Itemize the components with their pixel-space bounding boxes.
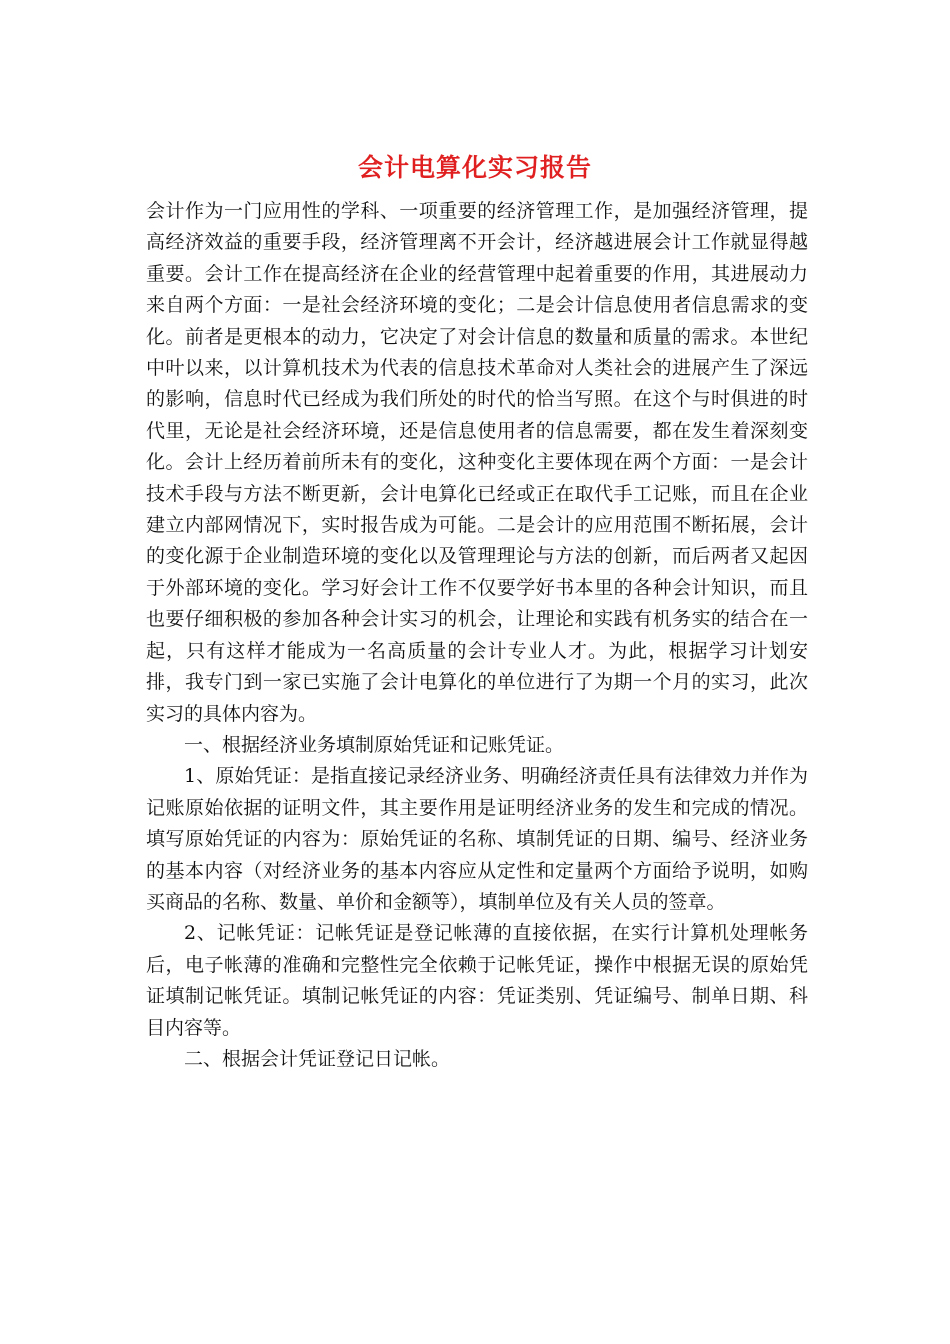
document-body [146,196,808,1075]
paragraph-accounting-voucher: 2、记帐凭证：记帐凭证是登记帐薄的直接依据，在实行计算机处理帐务后，电子帐薄的准确和完整性完全依赖于记帐凭证，操作中根据无误的原始凭证填制记帐凭证。填制记帐凭证的内容：凭证类别、凭证编号、制单日期、科目内容等。 [146,922,808,1039]
paragraph-intro: 会计作为一门应用性的学科、一项重要的经济管理工作，是加强经济管理，提高经济效益的重要手段，经济管理离不开会计，经济越进展会计工作就显得越重要。会计工作在提高经济在企业的经营管理中起着重要的作用，其进展动力来自两个方面：一是社会经济环境的变化；二是会计信息使用者信息需求的变化。前者是更根本的动力，它决定了对会计信息的数量和质量的需求。本世纪中叶以来，以计算机技术为代表的信息技术革命对人类社会的进展产生了深远的影响，信息时代已经成为我们所处的时代的恰当写照。在这个与时俱进的时代里，无论是社会经济环境，还是信息使用者的信息需要，都在发生着深刻变化。会计上经历着前所未有的变化，这种变化主要体现在两个方面：一是会计技术手段与方法不断更新，会计电算化已经或正在取代手工记账，而且在企业建立内部网情况下，实时报告成为可能。二是会计的应用范围不断拓展，会计的变化源于企业制造环境的变化以及管理理论与方法的创新，而后两者又起因于外部环境的变化。学习好会计工作不仅要学好书本里的各种会计知识，而且也要仔细积极的参加各种会计实习的机会，让理论和实践有机务实的结合在一起，只有这样才能成为一名高质量的会计专业人才。为此，根据学习计划安排，我专门到一家已实施了会计电算化的单位进行了为期一个月的实习，此次实习的具体内容为。 [146,200,808,725]
paragraph-original-voucher: 1、原始凭证：是指直接记录经济业务、明确经济责任具有法律效力并作为记账原始依据的证明文件，其主要作用是证明经济业务的发生和完成的情况。填写原始凭证的内容为：原始凭证的名称、填制凭证的日期、编号、经济业务的基本内容（对经济业务的基本内容应从定性和定量两个方面给予说明，如购买商品的名称、数量、单价和金额等），填制单位及有关人员的签章。 [146,765,808,913]
paragraph-section-1-heading: 一、根据经济业务填制原始凭证和记账凭证。 [184,733,565,756]
paragraph-section-2-heading: 二、根据会计凭证登记日记帐。 [184,1047,451,1070]
document-title: 会计电算化实习报告 [357,153,592,182]
